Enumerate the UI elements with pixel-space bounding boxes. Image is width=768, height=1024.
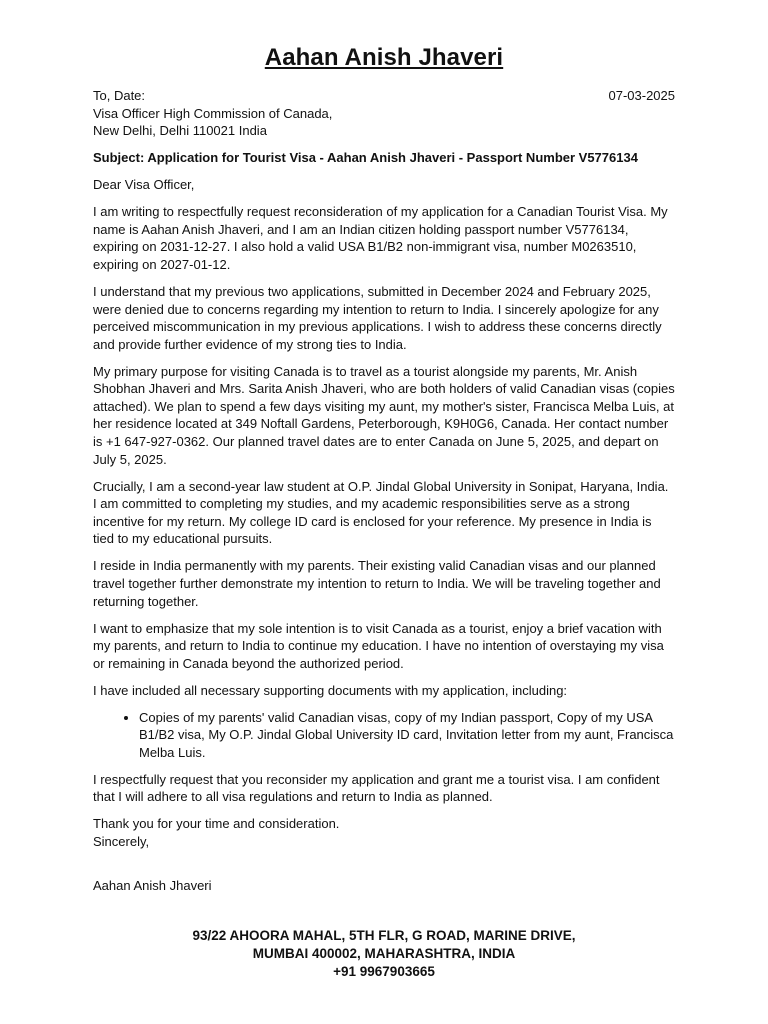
letter-date: 07-03-2025 <box>608 88 675 103</box>
subject-line: Subject: Application for Tourist Visa - Aahan Anish Jhaveri - Passport Number V5776134 <box>93 150 638 166</box>
closing-paragraph: I respectfully request that you reconsider my application and grant me a tourist visa. I am confident that I will adhere to all visa regulations and return to India as planned. <box>93 771 660 805</box>
letter-title: Aahan Anish Jhaveri <box>264 44 504 71</box>
footer-address-line-1: 93/22 AHOORA MAHAL, 5TH FLR, G ROAD, MARINE DRIVE, <box>192 928 576 943</box>
signature-name: Aahan Anish Jhaveri <box>93 877 212 893</box>
paragraph-1: I am writing to respectfully request reconsideration of my application for a Canadian Tourist Visa. My name is Aahan Anish Jhaveri, and I am an Indian citizen holding passport number V5776134, expiring on 2031-12-27. I also hold a valid USA B1/B2 non-immigrant visa, number M0263510, expiring on 2027-01-12. <box>93 204 668 272</box>
recipient-line-2: New Delhi, Delhi 110021 India <box>93 123 267 139</box>
paragraph-6: I want to emphasize that my sole intention is to visit Canada as a tourist, enjoy a brief vacation with my parents, and return to India to continue my education. I have no intention of overstaying my visa or remaining in Canada beyond the authorized period. <box>93 620 664 671</box>
paragraph-4: Crucially, I am a second-year law student at O.P. Jindal Global University in Sonipat, Haryana, India. I am committed to completing my studies, and my academic responsibilities serve as a strong incentive for my return. My college ID card is enclosed for your reference. My presence in India is tied to my educational pursuits. <box>93 478 669 547</box>
list-item: • Copies of my parents' valid Canadian visas, copy of my Indian passport, Copy of my USA B1/B2 visa, My O.P. Jindal Global University ID card, Invitation letter from my aunt, Francisca Melba Luis. <box>139 709 675 762</box>
paragraph-2: I understand that my previous two applications, submitted in December 2024 and February 2025, were denied due to concerns regarding my intention to return to India. I sincerely apologize for any perceived miscommunication in my previous applications. I wish to address these concerns directly and provide further evidence of my strong ties to India. <box>93 283 662 352</box>
letter-body <box>93 87 675 894</box>
footer-address <box>0 927 768 981</box>
paragraph-5: I reside in India permanently with my parents. Their existing valid Canadian visas and our planned travel together further demonstrate my intention to return to India. We will be traveling together and returning together. <box>93 558 661 609</box>
documents-list <box>93 709 675 762</box>
address-block <box>93 87 675 140</box>
sign-off: Sincerely, <box>93 834 150 850</box>
paragraph-7: I have included all necessary supporting documents with my application, including: <box>93 682 568 698</box>
to-label: To, Date: <box>93 88 146 103</box>
paragraph-3: My primary purpose for visiting Canada is to travel as a tourist alongside my parents, Mr. Anish Shobhan Jhaveri and Mrs. Sarita Anish Jhaveri, who are both holders of valid Canadian visas (copies attached). We plan to spend a few days visiting my aunt, my mother's sister, Francisca Melba Luis, at her residence located at 349 Noftall Gardens, Peterborough, K9H0G6, Canada. Her contact number is +1 647-927-0362. Our planned travel dates are to enter Canada on June 5, 2025, and depart on July 5, 2025. <box>93 363 675 467</box>
recipient-line-1: Visa Officer High Commission of Canada, <box>93 105 333 121</box>
footer-phone: +91 9967903665 <box>333 964 435 979</box>
footer-address-line-2: MUMBAI 400002, MAHARASHTRA, INDIA <box>252 946 516 961</box>
salutation: Dear Visa Officer, <box>93 177 195 193</box>
thanks-line: Thank you for your time and consideration. <box>93 816 340 832</box>
